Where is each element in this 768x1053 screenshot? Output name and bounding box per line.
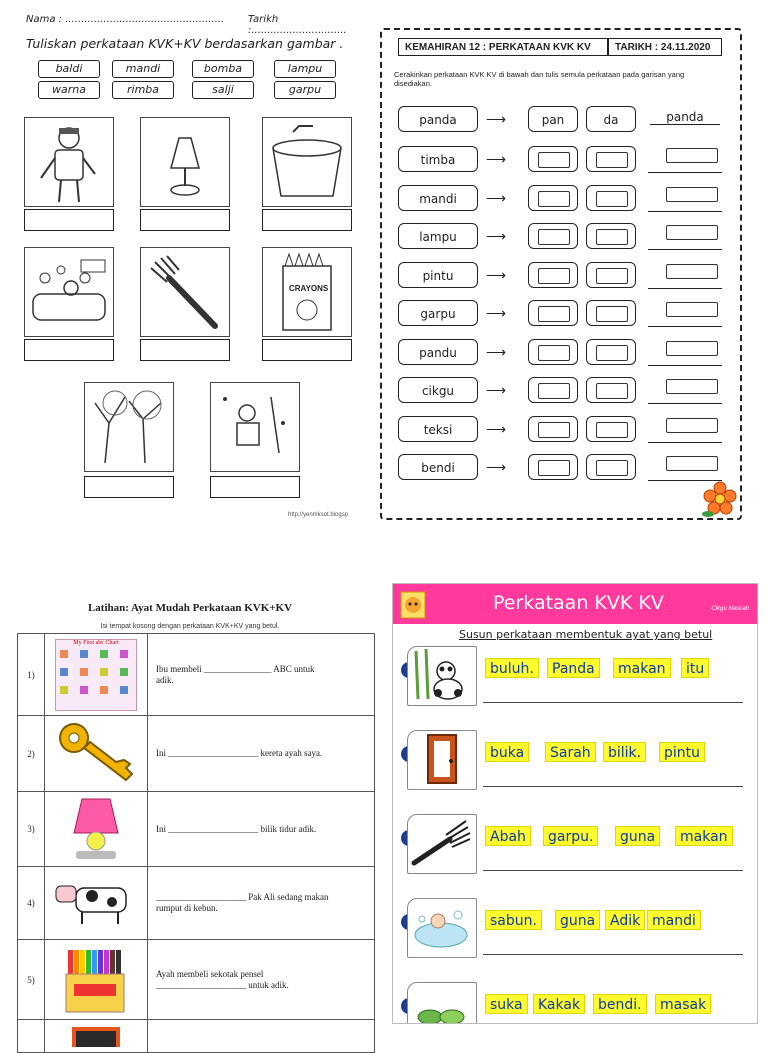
word-chip[interactable]: suka xyxy=(485,994,528,1014)
word-chip[interactable]: Adik xyxy=(605,910,645,930)
answer-box[interactable] xyxy=(24,339,114,361)
syllable-box-1[interactable] xyxy=(528,416,578,442)
crayons-label: CRAYONS xyxy=(289,284,329,293)
word-chip[interactable]: Kakak xyxy=(533,994,585,1014)
answer-box[interactable] xyxy=(84,476,174,498)
sentence-line: adik. xyxy=(156,674,174,685)
word-chip[interactable]: Sarah xyxy=(545,742,596,762)
word-box: baldi xyxy=(38,60,100,78)
syllable-box-1[interactable] xyxy=(528,377,578,403)
word-box: warna xyxy=(38,81,100,99)
abc-chart-label: My First abc Chart xyxy=(73,639,119,646)
nama-label: Nama : .................................................. xyxy=(26,14,225,25)
answer-box[interactable] xyxy=(140,339,230,361)
sentence-line: Ini ____________________ kereta ayah saya. xyxy=(156,748,323,758)
table-row xyxy=(18,1020,375,1053)
sentence-cell xyxy=(148,1020,375,1053)
door-picture xyxy=(407,730,477,790)
word-box: garpu xyxy=(274,81,336,99)
sentence-cell xyxy=(148,867,375,940)
answer-line[interactable] xyxy=(483,870,743,871)
answer-line[interactable] xyxy=(648,172,722,173)
answer-line[interactable] xyxy=(483,954,743,955)
tarikh-label: Tarikh :.............................. xyxy=(248,14,347,36)
lamp-picture xyxy=(140,117,230,207)
ws4-author: Cikgu Nasirah xyxy=(711,606,749,612)
ws2-instruction: Cerakinkan perkataan KVK KV di bawah dan tulis semula perkataan pada garisan yang disediakan. xyxy=(394,70,685,88)
cerakin-word: mandi xyxy=(398,185,478,211)
cat-mascot-icon xyxy=(399,590,427,620)
answer-box[interactable] xyxy=(24,209,114,231)
syllable-box-2[interactable] xyxy=(586,223,636,249)
answer-box[interactable] xyxy=(666,418,718,433)
arrow-icon: ⟶ xyxy=(486,189,507,206)
syllable-box-1[interactable] xyxy=(528,262,578,288)
key-picture xyxy=(45,716,148,792)
worksheet-kvk-kv-pictures xyxy=(0,0,370,530)
syllable-box-1[interactable] xyxy=(528,339,578,365)
word-chip[interactable]: guna xyxy=(615,826,660,846)
example-syllable-2: da xyxy=(586,106,636,132)
answer-box[interactable] xyxy=(140,209,230,231)
row-number: 4) xyxy=(18,867,45,940)
ws2-header-date: TARIKH : 24.11.2020 xyxy=(608,38,722,56)
answer-line[interactable] xyxy=(648,211,722,212)
example-answer: panda xyxy=(650,110,720,125)
source-url: http://yenmksot.blogsp xyxy=(288,512,349,518)
answer-box[interactable] xyxy=(666,341,718,356)
book-picture xyxy=(45,1020,148,1053)
ws4-title: Perkataan KVK KV xyxy=(493,592,664,614)
arrow-icon: ⟶ xyxy=(486,151,507,167)
fork-picture xyxy=(407,814,477,874)
row-number: 2) xyxy=(18,716,45,792)
sentence-line: ____________________ Pak Ali sedang makan xyxy=(156,892,329,902)
word-chip[interactable]: masak xyxy=(655,994,711,1014)
example-syllable-1: pan xyxy=(528,106,578,132)
sentence-cell xyxy=(148,716,375,792)
snow-picture xyxy=(210,382,300,472)
sentence-line: Ayah membeli sekotak pensel xyxy=(156,968,264,979)
answer-line[interactable] xyxy=(483,702,743,703)
answer-box[interactable] xyxy=(666,302,718,317)
bucket-picture xyxy=(262,117,352,207)
forest-picture xyxy=(84,382,174,472)
bath-picture xyxy=(24,247,114,337)
arrow-icon: ⟶ xyxy=(486,266,507,283)
word-box: salji xyxy=(192,81,254,99)
answer-line[interactable] xyxy=(648,442,722,443)
row-number xyxy=(18,1020,45,1053)
answer-box[interactable] xyxy=(666,379,718,394)
arrow-icon: ⟶ xyxy=(486,111,507,127)
sentence-cell xyxy=(148,792,375,867)
answer-line[interactable] xyxy=(648,288,722,289)
example-word: panda xyxy=(398,106,478,132)
lamp-picture xyxy=(45,792,148,867)
sentence-cell xyxy=(148,940,375,1020)
arrow-icon: ⟶ xyxy=(486,228,507,244)
sentence-line: Ibu membeli _______________ ABC untuk xyxy=(156,663,315,674)
syllable-box-1[interactable] xyxy=(528,146,578,172)
answer-box[interactable] xyxy=(666,187,718,202)
arrow-icon: ⟶ xyxy=(486,382,507,398)
vegetables-picture xyxy=(407,982,477,1024)
cerakin-word: lampu xyxy=(398,223,478,249)
word-chip[interactable]: garpu. xyxy=(543,826,598,846)
word-box: bomba xyxy=(192,60,254,78)
arrow-icon: ⟶ xyxy=(486,343,507,360)
word-chip[interactable]: Panda xyxy=(547,658,600,678)
answer-line[interactable] xyxy=(648,326,722,327)
worksheet-cerakinkan xyxy=(380,28,742,520)
word-chip[interactable]: guna xyxy=(555,910,600,930)
answer-box[interactable] xyxy=(666,148,718,163)
syllable-box-2[interactable] xyxy=(586,185,636,211)
row-number: 5) xyxy=(18,940,45,1020)
syllable-box-2[interactable] xyxy=(586,339,636,365)
table-row xyxy=(18,792,375,867)
sentence-line: Ini ____________________ bilik tidur adik. xyxy=(156,823,317,834)
answer-line[interactable] xyxy=(648,365,722,366)
flower-icon xyxy=(700,478,740,518)
syllable-box-2[interactable] xyxy=(586,377,636,403)
sentence-cell xyxy=(148,634,375,716)
cerakin-word: timba xyxy=(398,146,478,172)
syllable-box-1[interactable] xyxy=(528,300,578,326)
word-chip[interactable]: sabun. xyxy=(485,910,542,930)
word-chip[interactable]: buka xyxy=(485,742,529,762)
worksheet-ayat-mudah xyxy=(0,580,380,1024)
syllable-box-2[interactable] xyxy=(586,262,636,288)
firefighter-picture xyxy=(24,117,114,207)
cerakin-word: cikgu xyxy=(398,377,478,403)
answer-line[interactable] xyxy=(648,249,722,250)
word-box: lampu xyxy=(274,60,336,78)
answer-box[interactable] xyxy=(262,339,352,361)
bath-picture xyxy=(407,898,477,958)
answer-box[interactable] xyxy=(666,456,718,471)
ws2-header-skill: KEMAHIRAN 12 : PERKATAAN KVK KV xyxy=(398,38,608,56)
answer-line[interactable] xyxy=(648,403,722,404)
answer-box[interactable] xyxy=(666,225,718,240)
worksheet-susun-ayat xyxy=(392,583,758,1024)
sentence-table xyxy=(17,633,375,1053)
word-chip[interactable]: makan xyxy=(675,826,733,846)
syllable-box-1[interactable] xyxy=(528,185,578,211)
arrow-icon: ⟶ xyxy=(486,459,507,475)
table-row xyxy=(18,867,375,940)
answer-box[interactable] xyxy=(210,476,300,498)
cerakin-word: pandu xyxy=(398,339,478,365)
word-box: mandi xyxy=(112,60,174,78)
sentence-line: ____________________ untuk adik. xyxy=(156,979,289,990)
table-row xyxy=(18,940,375,1020)
row-number: 3) xyxy=(18,792,45,867)
syllable-box-2[interactable] xyxy=(586,300,636,326)
answer-line[interactable] xyxy=(483,786,743,787)
syllable-box-2[interactable] xyxy=(586,146,636,172)
cerakin-word: garpu xyxy=(398,300,478,326)
cerakin-word: teksi xyxy=(398,416,478,442)
syllable-box-1[interactable] xyxy=(528,454,578,480)
arrow-icon: ⟶ xyxy=(486,420,507,437)
ws4-instruction: Susun perkataan membentuk ayat yang betul xyxy=(459,628,713,641)
arrow-icon: ⟶ xyxy=(486,305,507,321)
cerakin-word: bendi xyxy=(398,454,478,480)
word-chip[interactable]: bendi. xyxy=(593,994,647,1014)
ws1-title: Tuliskan perkataan KVK+KV berdasarkan gambar . xyxy=(26,36,344,51)
sentence-line: rumput di kebun. xyxy=(156,903,218,913)
answer-box[interactable] xyxy=(666,264,718,279)
fork-picture xyxy=(140,247,230,337)
panda-picture xyxy=(407,646,477,706)
abc-chart-picture xyxy=(45,634,148,716)
word-chip[interactable]: buluh. xyxy=(485,658,539,678)
row-number: 1) xyxy=(18,634,45,716)
word-box: rimba xyxy=(112,81,174,99)
syllable-box-2[interactable] xyxy=(586,416,636,442)
word-chip[interactable]: pintu xyxy=(659,742,705,762)
cow-picture xyxy=(45,867,148,940)
syllable-box-1[interactable] xyxy=(528,223,578,249)
table-row xyxy=(18,716,375,792)
crayons-picture xyxy=(262,247,352,337)
word-chip[interactable]: mandi xyxy=(647,910,701,930)
word-chip[interactable]: bilik. xyxy=(603,742,646,762)
colour-pencils-picture xyxy=(45,940,148,1020)
syllable-box-2[interactable] xyxy=(586,454,636,480)
ws3-subtitle: Isi tempat kosong dengan perkataan KVK+KV yang betul. xyxy=(100,623,280,630)
ws3-title: Latihan: Ayat Mudah Perkataan KVK+KV xyxy=(87,602,293,614)
word-chip[interactable]: itu xyxy=(681,658,709,678)
word-chip[interactable]: makan xyxy=(613,658,671,678)
table-row xyxy=(18,634,375,716)
word-chip[interactable]: Abah xyxy=(485,826,531,846)
cerakin-word: pintu xyxy=(398,262,478,288)
answer-box[interactable] xyxy=(262,209,352,231)
